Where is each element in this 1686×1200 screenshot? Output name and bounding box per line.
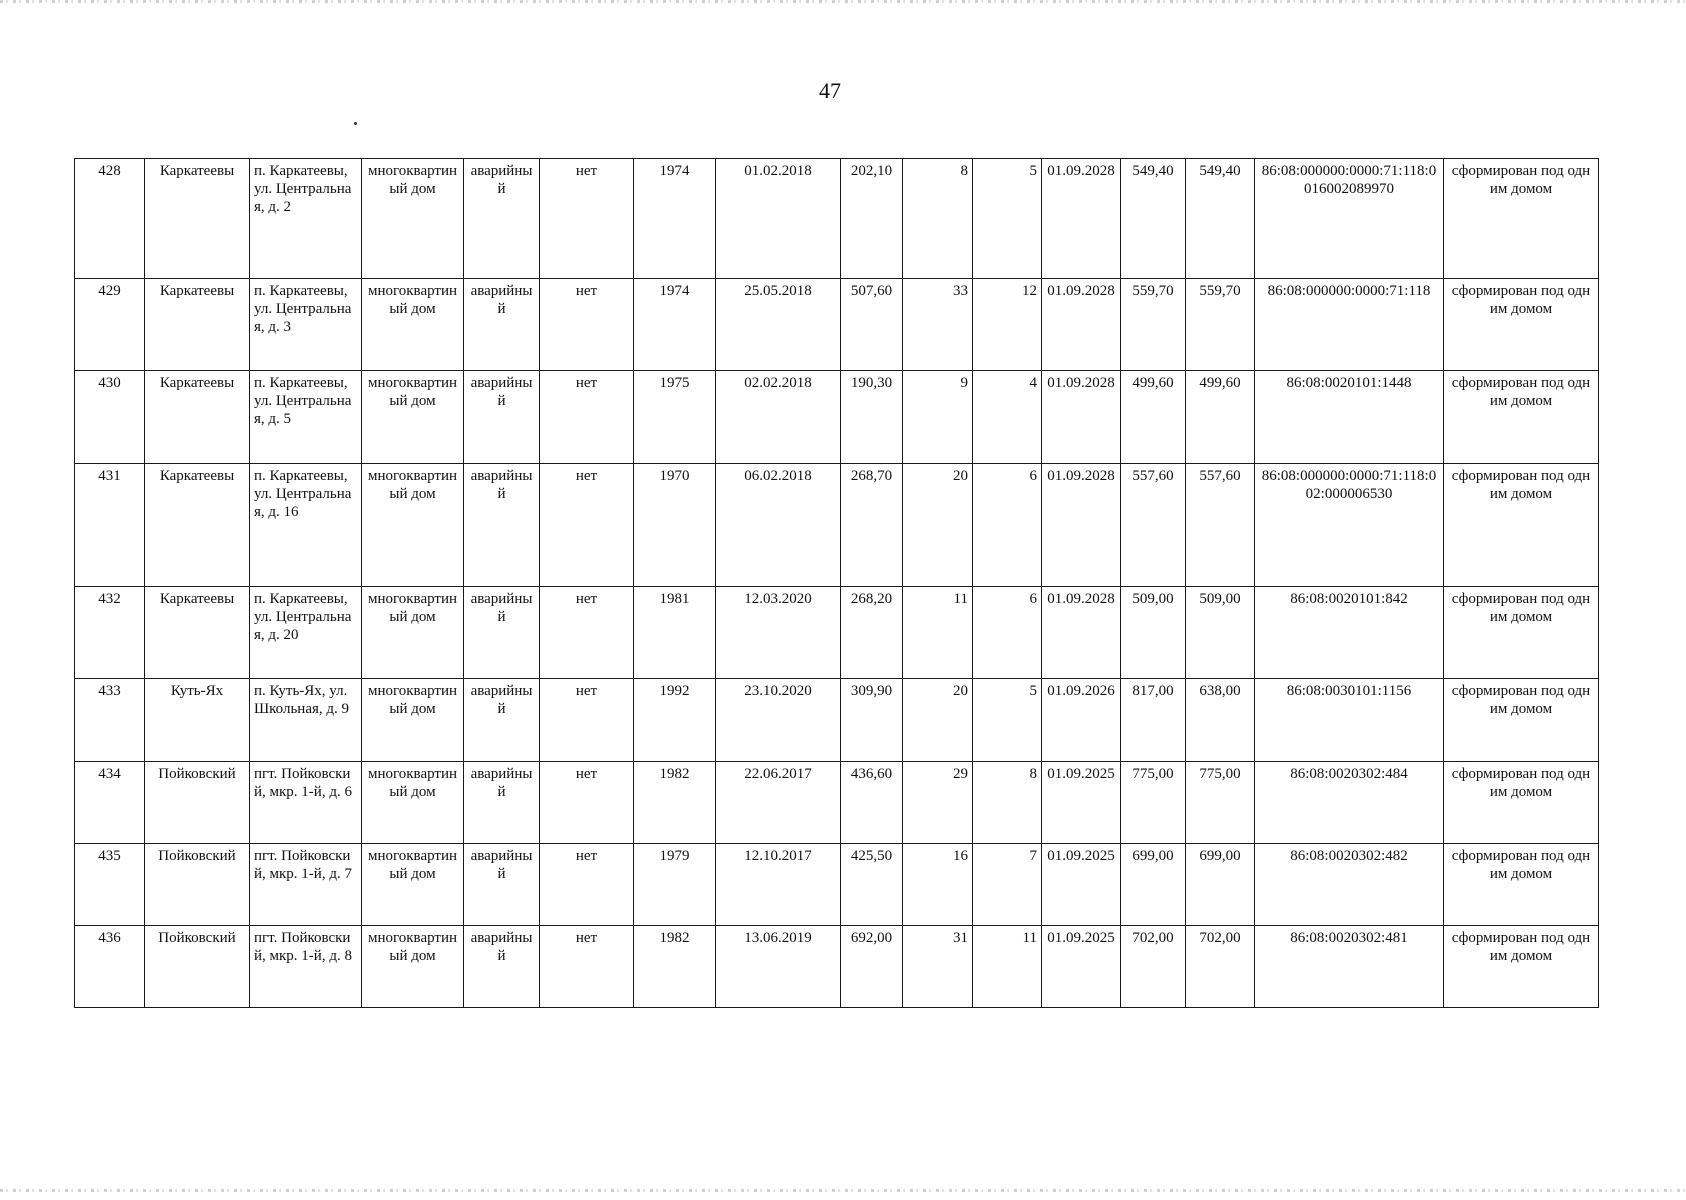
cadastral-number-cell: 86:08:000000:0000:71:118:0016002089970	[1255, 159, 1444, 279]
apartments-count-cell: 4	[973, 371, 1042, 464]
settlement-name-cell: Каркатеевы	[145, 371, 250, 464]
table-row	[75, 844, 1599, 926]
recognition-date-cell: 01.02.2018	[716, 159, 841, 279]
house-address-cell: пгт. Пойковский, мкр. 1-й, д. 6	[250, 762, 362, 844]
resettlement-deadline-cell: 01.09.2025	[1042, 762, 1121, 844]
residents-count-cell: 9	[903, 371, 973, 464]
area-value-cell: 559,70	[1121, 279, 1186, 371]
recognition-date-cell: 13.06.2019	[716, 926, 841, 1008]
area-value-2-cell: 638,00	[1186, 679, 1255, 762]
living-area-cell: 436,60	[841, 762, 903, 844]
row-number-cell: 428	[75, 159, 145, 279]
table-row	[75, 587, 1599, 679]
resettlement-deadline-cell: 01.09.2025	[1042, 844, 1121, 926]
house-status-cell: аварийный	[464, 926, 540, 1008]
flag-value-cell: нет	[540, 371, 634, 464]
house-address-cell: п. Каркатеевы, ул. Центральная, д. 3	[250, 279, 362, 371]
house-type-cell: многоквартиный дом	[362, 679, 464, 762]
page-number: 47	[819, 78, 841, 103]
house-status-cell: аварийный	[464, 762, 540, 844]
settlement-name-cell: Пойковский	[145, 762, 250, 844]
house-type-cell: многоквартиный дом	[362, 464, 464, 587]
house-status-cell: аварийный	[464, 679, 540, 762]
area-value-cell: 549,40	[1121, 159, 1186, 279]
house-type-cell: многоквартиный дом	[362, 762, 464, 844]
row-number-cell: 434	[75, 762, 145, 844]
apartments-count-cell: 8	[973, 762, 1042, 844]
flag-value-cell: нет	[540, 464, 634, 587]
area-value-cell: 499,60	[1121, 371, 1186, 464]
cadastral-number-cell: 86:08:0020302:481	[1255, 926, 1444, 1008]
residents-count-cell: 8	[903, 159, 973, 279]
apartments-count-cell: 5	[973, 679, 1042, 762]
table-row	[75, 371, 1599, 464]
recognition-date-cell: 06.02.2018	[716, 464, 841, 587]
living-area-cell: 309,90	[841, 679, 903, 762]
area-value-cell: 699,00	[1121, 844, 1186, 926]
resettlement-deadline-cell: 01.09.2028	[1042, 159, 1121, 279]
row-number-cell: 436	[75, 926, 145, 1008]
house-address-cell: п. Каркатеевы, ул. Центральная, д. 2	[250, 159, 362, 279]
flag-value-cell: нет	[540, 762, 634, 844]
construction-year-cell: 1974	[634, 279, 716, 371]
area-value-2-cell: 549,40	[1186, 159, 1255, 279]
table-row	[75, 926, 1599, 1008]
resettlement-deadline-cell: 01.09.2028	[1042, 371, 1121, 464]
house-type-cell: многоквартиный дом	[362, 844, 464, 926]
settlement-name-cell: Куть-Ях	[145, 679, 250, 762]
residents-count-cell: 31	[903, 926, 973, 1008]
area-value-cell: 702,00	[1121, 926, 1186, 1008]
cadastral-number-cell: 86:08:0020101:842	[1255, 587, 1444, 679]
cadastral-number-cell: 86:08:0020101:1448	[1255, 371, 1444, 464]
row-number-cell: 435	[75, 844, 145, 926]
flag-value-cell: нет	[540, 587, 634, 679]
construction-year-cell: 1982	[634, 926, 716, 1008]
apartments-count-cell: 6	[973, 464, 1042, 587]
resettlement-deadline-cell: 01.09.2028	[1042, 464, 1121, 587]
house-type-cell: многоквартиный дом	[362, 279, 464, 371]
resettlement-deadline-cell: 01.09.2028	[1042, 587, 1121, 679]
cadastral-number-cell: 86:08:000000:0000:71:118:002:000006530	[1255, 464, 1444, 587]
house-address-cell: п. Каркатеевы, ул. Центральная, д. 16	[250, 464, 362, 587]
land-plot-note-cell: сформирован под одним домом	[1444, 159, 1599, 279]
area-value-2-cell: 509,00	[1186, 587, 1255, 679]
residents-count-cell: 20	[903, 679, 973, 762]
house-status-cell: аварийный	[464, 464, 540, 587]
settlement-name-cell: Каркатеевы	[145, 464, 250, 587]
apartments-count-cell: 12	[973, 279, 1042, 371]
apartments-count-cell: 11	[973, 926, 1042, 1008]
apartments-count-cell: 6	[973, 587, 1042, 679]
house-status-cell: аварийный	[464, 844, 540, 926]
residents-count-cell: 11	[903, 587, 973, 679]
house-status-cell: аварийный	[464, 279, 540, 371]
apartments-count-cell: 7	[973, 844, 1042, 926]
house-address-cell: пгт. Пойковский, мкр. 1-й, д. 7	[250, 844, 362, 926]
land-plot-note-cell: сформирован под одним домом	[1444, 464, 1599, 587]
living-area-cell: 268,70	[841, 464, 903, 587]
construction-year-cell: 1974	[634, 159, 716, 279]
flag-value-cell: нет	[540, 159, 634, 279]
table-row	[75, 464, 1599, 587]
settlement-name-cell: Пойковский	[145, 844, 250, 926]
area-value-2-cell: 699,00	[1186, 844, 1255, 926]
house-type-cell: многоквартиный дом	[362, 159, 464, 279]
area-value-cell: 775,00	[1121, 762, 1186, 844]
table-row	[75, 159, 1599, 279]
recognition-date-cell: 23.10.2020	[716, 679, 841, 762]
scan-edge-top	[0, 0, 1686, 3]
resettlement-deadline-cell: 01.09.2026	[1042, 679, 1121, 762]
table-row	[75, 762, 1599, 844]
cadastral-number-cell: 86:08:000000:0000:71:118	[1255, 279, 1444, 371]
house-address-cell: пгт. Пойковский, мкр. 1-й, д. 8	[250, 926, 362, 1008]
scan-edge-bottom	[0, 1189, 1686, 1192]
land-plot-note-cell: сформирован под одним домом	[1444, 587, 1599, 679]
registry-body	[75, 159, 1599, 1008]
house-address-cell: п. Каркатеевы, ул. Центральная, д. 5	[250, 371, 362, 464]
resettlement-deadline-cell: 01.09.2025	[1042, 926, 1121, 1008]
flag-value-cell: нет	[540, 844, 634, 926]
area-value-2-cell: 775,00	[1186, 762, 1255, 844]
living-area-cell: 202,10	[841, 159, 903, 279]
land-plot-note-cell: сформирован под одним домом	[1444, 679, 1599, 762]
house-type-cell: многоквартиный дом	[362, 587, 464, 679]
living-area-cell: 190,30	[841, 371, 903, 464]
area-value-2-cell: 557,60	[1186, 464, 1255, 587]
living-area-cell: 425,50	[841, 844, 903, 926]
house-address-cell: п. Куть-Ях, ул. Школьная, д. 9	[250, 679, 362, 762]
house-type-cell: многоквартиный дом	[362, 371, 464, 464]
land-plot-note-cell: сформирован под одним домом	[1444, 762, 1599, 844]
cadastral-number-cell: 86:08:0020302:482	[1255, 844, 1444, 926]
residents-count-cell: 33	[903, 279, 973, 371]
row-number-cell: 431	[75, 464, 145, 587]
area-value-2-cell: 702,00	[1186, 926, 1255, 1008]
row-number-cell: 429	[75, 279, 145, 371]
housing-registry-table	[74, 158, 1599, 1008]
recognition-date-cell: 22.06.2017	[716, 762, 841, 844]
recognition-date-cell: 25.05.2018	[716, 279, 841, 371]
cadastral-number-cell: 86:08:0030101:1156	[1255, 679, 1444, 762]
area-value-2-cell: 559,70	[1186, 279, 1255, 371]
house-status-cell: аварийный	[464, 159, 540, 279]
area-value-2-cell: 499,60	[1186, 371, 1255, 464]
settlement-name-cell: Каркатеевы	[145, 279, 250, 371]
flag-value-cell: нет	[540, 679, 634, 762]
row-number-cell: 433	[75, 679, 145, 762]
cadastral-number-cell: 86:08:0020302:484	[1255, 762, 1444, 844]
area-value-cell: 557,60	[1121, 464, 1186, 587]
resettlement-deadline-cell: 01.09.2028	[1042, 279, 1121, 371]
settlement-name-cell: Пойковский	[145, 926, 250, 1008]
residents-count-cell: 16	[903, 844, 973, 926]
living-area-cell: 692,00	[841, 926, 903, 1008]
house-address-cell: п. Каркатеевы, ул. Центральная, д. 20	[250, 587, 362, 679]
house-type-cell: многоквартиный дом	[362, 926, 464, 1008]
construction-year-cell: 1970	[634, 464, 716, 587]
flag-value-cell: нет	[540, 926, 634, 1008]
residents-count-cell: 29	[903, 762, 973, 844]
settlement-name-cell: Каркатеевы	[145, 159, 250, 279]
scan-speck	[354, 122, 357, 125]
flag-value-cell: нет	[540, 279, 634, 371]
living-area-cell: 507,60	[841, 279, 903, 371]
house-status-cell: аварийный	[464, 587, 540, 679]
recognition-date-cell: 12.10.2017	[716, 844, 841, 926]
area-value-cell: 817,00	[1121, 679, 1186, 762]
apartments-count-cell: 5	[973, 159, 1042, 279]
construction-year-cell: 1982	[634, 762, 716, 844]
land-plot-note-cell: сформирован под одним домом	[1444, 844, 1599, 926]
area-value-cell: 509,00	[1121, 587, 1186, 679]
row-number-cell: 430	[75, 371, 145, 464]
land-plot-note-cell: сформирован под одним домом	[1444, 926, 1599, 1008]
row-number-cell: 432	[75, 587, 145, 679]
table-row	[75, 679, 1599, 762]
table-row	[75, 279, 1599, 371]
land-plot-note-cell: сформирован под одним домом	[1444, 279, 1599, 371]
construction-year-cell: 1979	[634, 844, 716, 926]
recognition-date-cell: 02.02.2018	[716, 371, 841, 464]
settlement-name-cell: Каркатеевы	[145, 587, 250, 679]
house-status-cell: аварийный	[464, 371, 540, 464]
living-area-cell: 268,20	[841, 587, 903, 679]
construction-year-cell: 1992	[634, 679, 716, 762]
recognition-date-cell: 12.03.2020	[716, 587, 841, 679]
land-plot-note-cell: сформирован под одним домом	[1444, 371, 1599, 464]
residents-count-cell: 20	[903, 464, 973, 587]
construction-year-cell: 1975	[634, 371, 716, 464]
construction-year-cell: 1981	[634, 587, 716, 679]
